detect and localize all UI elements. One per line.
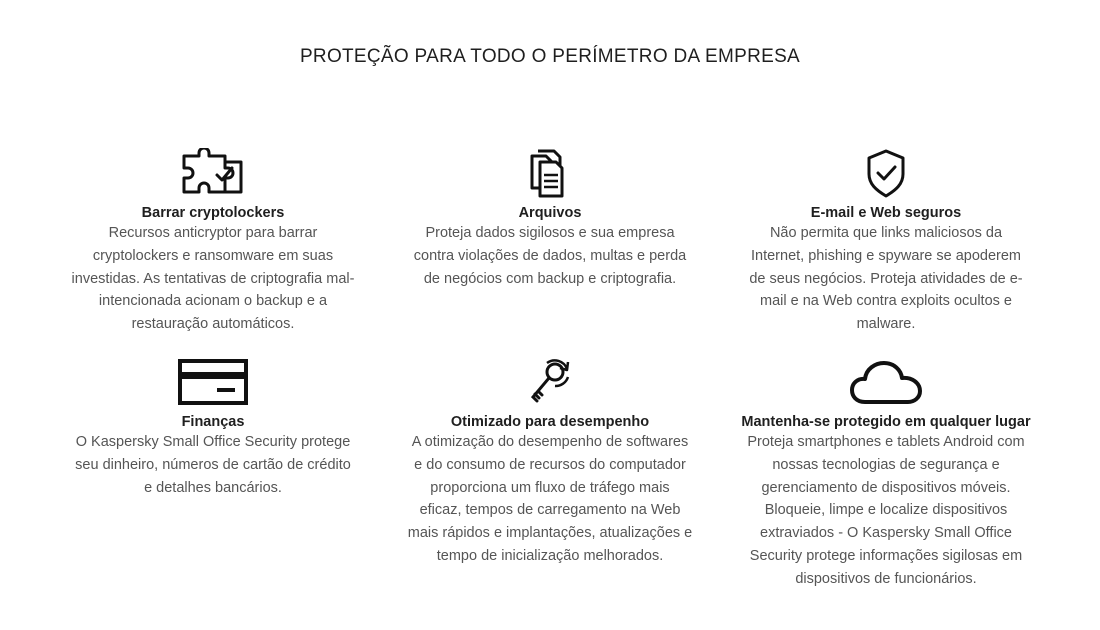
feature-description: Proteja smartphones e tablets Android com nossas tecnologias de segurança e gerenciamento de dispositivos móveis. Bloqueie, limpe e localize dispositivos extraviados - O Kaspersky Small Office Security protege informações sigilosas em dispositivos de funcionários. bbox=[747, 434, 1025, 587]
feature-description: Não permita que links maliciosos da Internet, phishing e spyware se apoderem de seus negócios. Proteja atividades de e- mail e na Web contra exploits ocultos e malware. bbox=[749, 225, 1023, 333]
documents-icon bbox=[390, 142, 710, 198]
credit-card-icon bbox=[53, 351, 373, 407]
feature-description: Recursos anticryptor para barrar cryptolockers e ransomware em suas investidas. As tentativas de criptografia mal- intencionada acionam o backup e a restauração automáticos. bbox=[71, 225, 355, 333]
cloud-icon bbox=[726, 351, 1046, 407]
shield-check-icon bbox=[726, 142, 1046, 198]
feature-title: Otimizado para desempenho bbox=[450, 414, 650, 430]
feature-title: Finanças bbox=[181, 414, 245, 430]
feature-title: Arquivos bbox=[518, 205, 582, 221]
feature-description: O Kaspersky Small Office Security protege seu dinheiro, números de cartão de crédito e detalhes bancários. bbox=[75, 434, 351, 496]
puzzle-check-icon bbox=[53, 142, 373, 198]
feature-desempenho bbox=[390, 351, 710, 568]
feature-protegido-qualquer-lugar bbox=[726, 351, 1046, 591]
feature-financas bbox=[53, 351, 373, 499]
feature-description: A otimização do desempenho de softwares e do consumo de recursos do computador proporciona um fluxo de tráfego mais eficaz, tempos de carregamento na Web mais rápidos e implantações, atualizações e tempo de inicialização melhorados. bbox=[407, 434, 693, 564]
feature-title: Barrar cryptolockers bbox=[141, 205, 285, 221]
feature-arquivos bbox=[390, 142, 710, 290]
feature-description: Proteja dados sigilosos e sua empresa contra violações de dados, multas e perda de negócios com backup e criptografia. bbox=[413, 225, 687, 287]
page-title: PROTEÇÃO PARA TODO O PERÍMETRO DA EMPRESA bbox=[299, 46, 801, 67]
feature-email-web bbox=[726, 142, 1046, 336]
key-refresh-icon bbox=[390, 351, 710, 407]
feature-barrar-cryptolockers bbox=[53, 142, 373, 336]
feature-title: Mantenha-se protegido em qualquer lugar bbox=[741, 414, 1031, 430]
feature-title: E-mail e Web seguros bbox=[810, 205, 962, 221]
